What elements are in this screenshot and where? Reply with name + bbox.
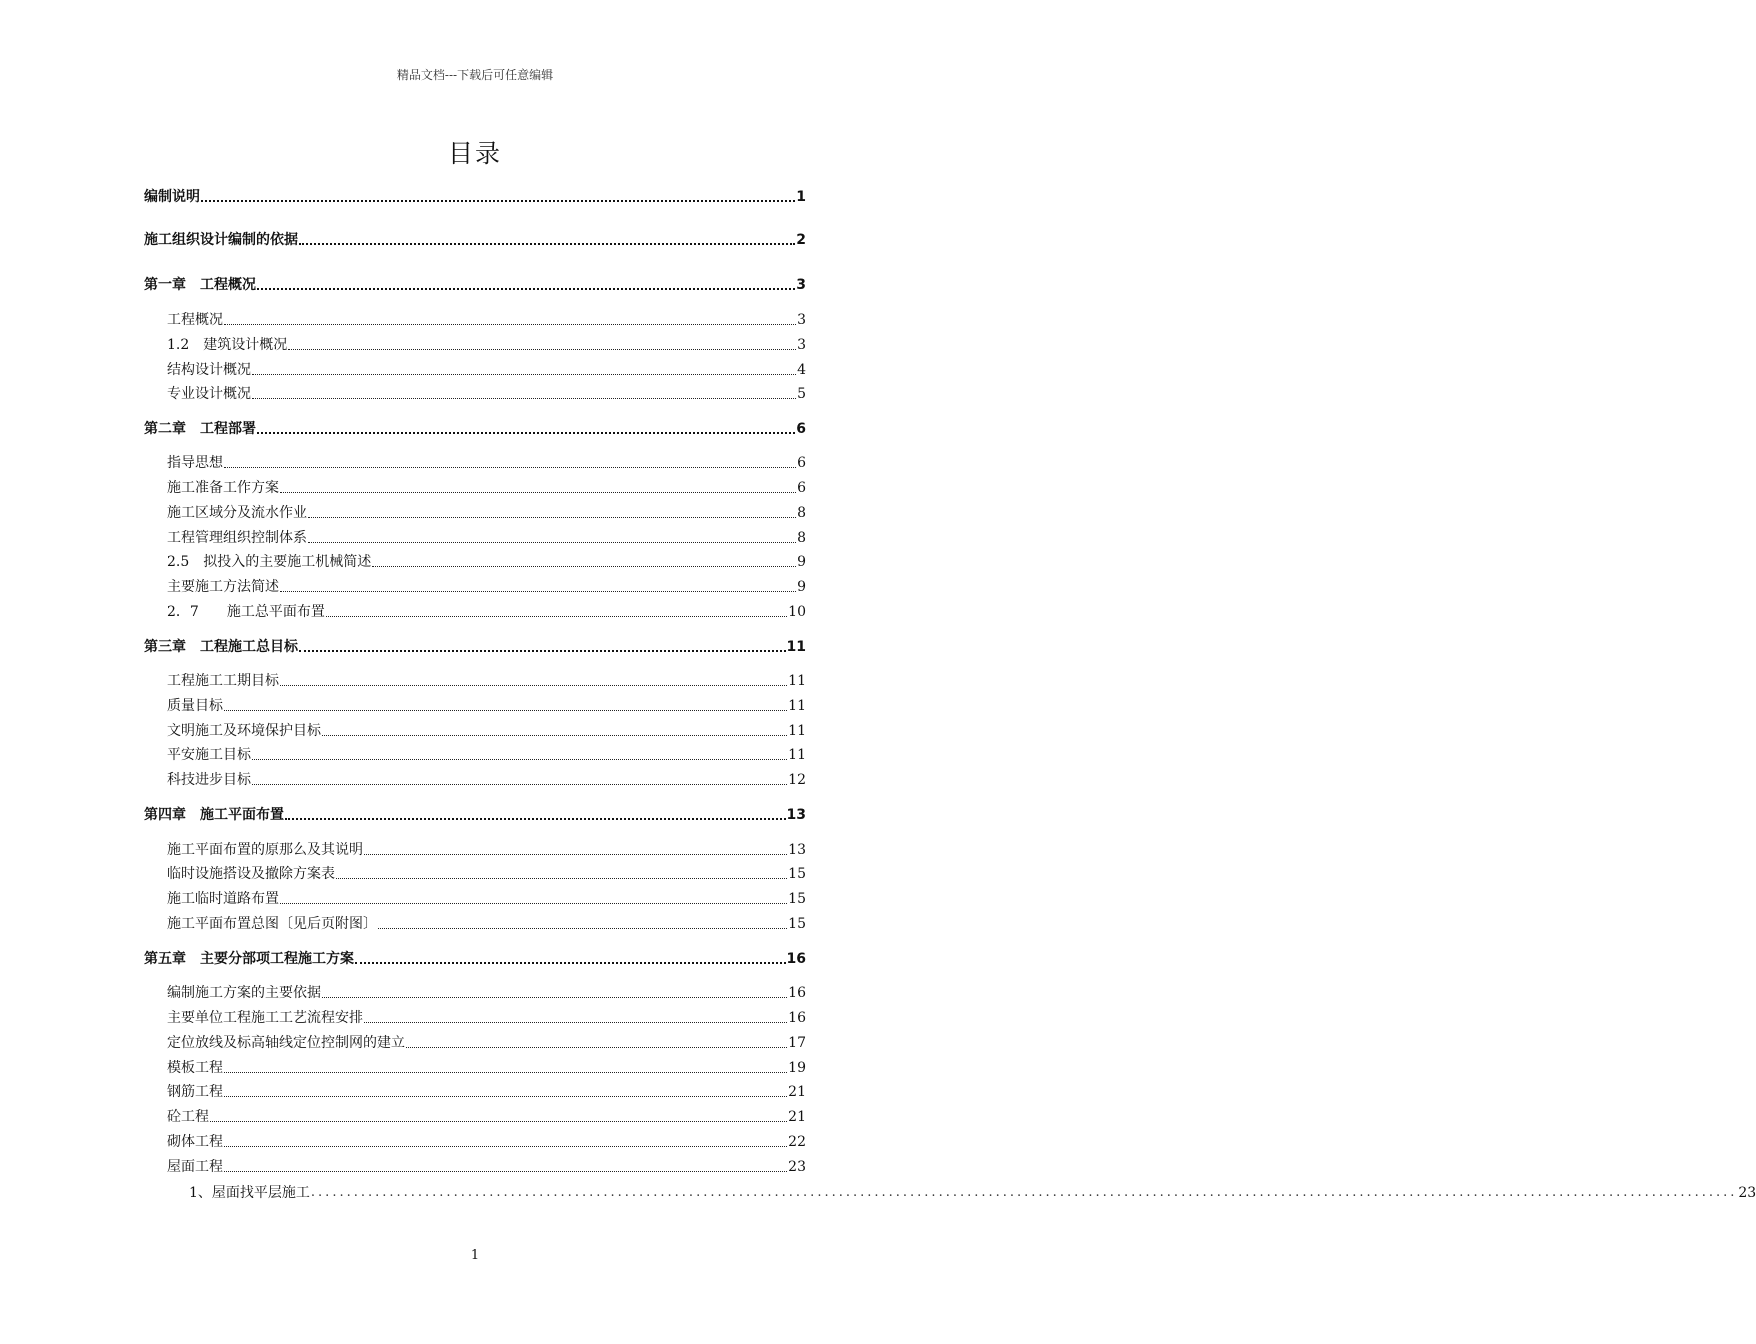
toc-entry-label: 1、屋面找平层施工 <box>189 1185 310 1201</box>
toc-leader-dots <box>224 1068 787 1073</box>
toc-leader-dots <box>299 646 786 652</box>
toc-entry-section[interactable] <box>167 602 806 622</box>
toc-entry-page: 2 <box>796 232 806 248</box>
toc-entry-section[interactable] <box>167 914 806 934</box>
toc-entry-label: 屋面工程 <box>167 1159 223 1175</box>
toc-entry-label: 平安施工目标 <box>167 747 251 763</box>
toc-entry-page: 10 <box>788 604 806 620</box>
toc-leader-dots <box>378 924 787 929</box>
toc-leader-dots <box>257 284 795 290</box>
toc-entry-section[interactable] <box>167 696 806 716</box>
toc-entry-page: 15 <box>788 866 806 882</box>
toc-entry-label: 施工准备工作方案 <box>167 480 279 496</box>
toc-entry-label: 第三章 工程施工总目标 <box>144 639 298 655</box>
toc-leader-dots <box>224 706 787 711</box>
toc-entry-section[interactable] <box>167 478 806 498</box>
toc-entry-label: 2.5 拟投入的主要施工机械简述 <box>167 554 372 570</box>
toc-leader-dots: ........................................................................................................................................................................................................ <box>310 1185 1738 1200</box>
toc-leader-dots <box>372 562 796 567</box>
toc-entry-chapter[interactable] <box>144 275 806 295</box>
toc-entry-page: 21 <box>788 1109 806 1125</box>
toc-entry-section[interactable] <box>167 1058 806 1078</box>
toc-entry-chapter[interactable] <box>144 187 806 207</box>
toc-entry-section[interactable] <box>167 577 806 597</box>
toc-leader-dots <box>257 428 795 434</box>
toc-entry-section[interactable] <box>167 1132 806 1152</box>
toc-entry-label: 临时设施搭设及撤除方案表 <box>167 866 335 882</box>
toc-entry-section[interactable] <box>167 745 806 765</box>
toc-entry-label: 结构设计概况 <box>167 362 251 378</box>
toc-entry-label: 施工组织设计编制的依据 <box>144 232 298 248</box>
toc-entry-page: 23 <box>788 1159 806 1175</box>
toc-entry-chapter[interactable] <box>144 637 806 657</box>
toc-entry-section[interactable] <box>167 552 806 572</box>
toc-leader-dots <box>201 196 795 202</box>
toc-entry-label: 指导思想 <box>167 455 223 471</box>
toc-entry-page: 19 <box>788 1060 806 1076</box>
toc-entry-label: 主要施工方法简述 <box>167 579 279 595</box>
toc-entry-section[interactable] <box>167 840 806 860</box>
toc-entry-label: 科技进步目标 <box>167 772 251 788</box>
toc-entry-label: 第二章 工程部署 <box>144 421 256 437</box>
toc-entry-page: 8 <box>797 530 806 546</box>
toc-entry-page: 3 <box>797 337 806 353</box>
toc-leader-dots <box>224 463 796 468</box>
toc-entry-page: 15 <box>788 891 806 907</box>
toc-entry-label: 砼工程 <box>167 1109 209 1125</box>
toc-entry-label: 第一章 工程概况 <box>144 277 256 293</box>
toc-leader-dots <box>322 731 787 736</box>
toc-entry-page: 16 <box>786 951 806 967</box>
toc-leader-dots <box>288 345 796 350</box>
toc-leader-dots <box>224 1167 787 1172</box>
toc-entry-page: 11 <box>786 639 806 655</box>
toc-entry-label: 2．7 施工总平面布置 <box>167 604 325 620</box>
toc-entry-section[interactable] <box>167 335 806 355</box>
toc-leader-dots <box>308 513 796 518</box>
toc-entry-label: 施工区域分及流水作业 <box>167 505 307 521</box>
toc-entry-sub[interactable] <box>189 1183 1756 1203</box>
toc-entry-section[interactable] <box>167 770 806 790</box>
toc-entry-label: 专业设计概况 <box>167 386 251 402</box>
toc-entry-label: 砌体工程 <box>167 1134 223 1150</box>
toc-leader-dots <box>252 394 796 399</box>
toc-entry-section[interactable] <box>167 310 806 330</box>
toc-leader-dots <box>364 850 787 855</box>
toc-leader-dots <box>308 538 796 543</box>
toc-leader-dots <box>280 488 796 493</box>
toc-leader-dots <box>326 612 787 617</box>
toc-entry-page: 11 <box>788 723 806 739</box>
toc-entry-chapter[interactable] <box>144 230 806 250</box>
toc-leader-dots <box>224 1092 787 1097</box>
toc-entry-page: 6 <box>796 421 806 437</box>
toc-entry-section[interactable] <box>167 360 806 380</box>
toc-entry-page: 6 <box>797 455 806 471</box>
toc-entry-label: 模板工程 <box>167 1060 223 1076</box>
toc-entry-section[interactable] <box>167 1082 806 1102</box>
toc-entry-page: 6 <box>797 480 806 496</box>
toc-entry-label: 工程管理组织控制体系 <box>167 530 307 546</box>
toc-entry-page: 3 <box>796 277 806 293</box>
toc-leader-dots <box>336 874 787 879</box>
toc-entry-page: 3 <box>797 312 806 328</box>
toc-entry-label: 定位放线及标高轴线定位控制网的建立 <box>167 1035 405 1051</box>
toc-entry-page: 11 <box>788 747 806 763</box>
toc-entry-page: 16 <box>788 1010 806 1026</box>
toc-entry-page: 9 <box>797 579 806 595</box>
toc-leader-dots <box>299 239 795 245</box>
toc-leader-dots <box>210 1117 787 1122</box>
toc-entry-label: 钢筋工程 <box>167 1084 223 1100</box>
toc-entry-section[interactable] <box>167 384 806 404</box>
toc-entry-label: 施工平面布置的原那么及其说明 <box>167 842 363 858</box>
toc-entry-chapter[interactable] <box>144 805 806 825</box>
toc-entry-label: 施工临时道路布置 <box>167 891 279 907</box>
toc-entry-section[interactable] <box>167 1107 806 1127</box>
toc-entry-chapter[interactable] <box>144 419 806 439</box>
toc-entry-page: 13 <box>786 807 806 823</box>
toc-entry-page: 15 <box>788 916 806 932</box>
toc-entry-chapter[interactable] <box>144 949 806 969</box>
toc-entry-label: 施工平面布置总图〔见后页附图〕 <box>167 916 377 932</box>
toc-entry-label: 编制施工方案的主要依据 <box>167 985 321 1001</box>
page-header: 精品文档---下载后可任意编辑 <box>396 68 554 82</box>
toc-title: 目录 <box>447 139 502 168</box>
toc-entry-label: 1.2 建筑设计概况 <box>167 337 288 353</box>
toc-entry-page: 8 <box>797 505 806 521</box>
toc-entry-page: 1 <box>796 189 806 205</box>
toc-entry-label: 第四章 施工平面布置 <box>144 807 284 823</box>
toc-entry-page: 23 <box>1738 1185 1756 1201</box>
toc-entry-section[interactable] <box>167 1008 806 1028</box>
toc-entry-section[interactable] <box>167 889 806 909</box>
toc-entry-label: 第五章 主要分部项工程施工方案 <box>144 951 354 967</box>
page-number: 1 <box>470 1248 480 1263</box>
toc-leader-dots <box>406 1043 787 1048</box>
toc-leader-dots <box>355 958 786 964</box>
toc-leader-dots <box>252 755 787 760</box>
toc-entry-section[interactable] <box>167 1033 806 1053</box>
toc-entry-section[interactable] <box>167 503 806 523</box>
toc-entry-section[interactable] <box>167 453 806 473</box>
toc-entry-page: 4 <box>797 362 806 378</box>
toc-entry-section[interactable] <box>167 671 806 691</box>
toc-entry-section[interactable] <box>167 1157 806 1177</box>
toc-leader-dots <box>364 1018 787 1023</box>
toc-entry-label: 主要单位工程施工工艺流程安排 <box>167 1010 363 1026</box>
toc-leader-dots <box>224 320 796 325</box>
toc-entry-section[interactable] <box>167 721 806 741</box>
toc-entry-page: 9 <box>797 554 806 570</box>
toc-entry-page: 11 <box>788 698 806 714</box>
toc-leader-dots <box>280 899 787 904</box>
toc-entry-page: 17 <box>788 1035 806 1051</box>
toc-leader-dots <box>252 370 796 375</box>
toc-leader-dots <box>280 587 796 592</box>
toc-entry-page: 11 <box>788 673 806 689</box>
toc-entry-page: 16 <box>788 985 806 1001</box>
toc-entry-page: 5 <box>797 386 806 402</box>
toc-entry-section[interactable] <box>167 864 806 884</box>
toc-entry-label: 工程概况 <box>167 312 223 328</box>
toc-leader-dots <box>252 780 787 785</box>
toc-entry-page: 12 <box>788 772 806 788</box>
toc-entry-label: 工程施工工期目标 <box>167 673 279 689</box>
toc-entry-label: 文明施工及环境保护目标 <box>167 723 321 739</box>
toc-leader-dots <box>322 993 787 998</box>
toc-entry-label: 编制说明 <box>144 189 200 205</box>
toc-entry-page: 22 <box>788 1134 806 1150</box>
toc-leader-dots <box>285 814 786 820</box>
toc-entry-section[interactable] <box>167 528 806 548</box>
toc-leader-dots <box>224 1142 787 1147</box>
toc-entry-section[interactable] <box>167 983 806 1003</box>
toc-entry-label: 质量目标 <box>167 698 223 714</box>
toc-leader-dots <box>280 681 787 686</box>
toc-entry-page: 21 <box>788 1084 806 1100</box>
toc-entry-page: 13 <box>788 842 806 858</box>
